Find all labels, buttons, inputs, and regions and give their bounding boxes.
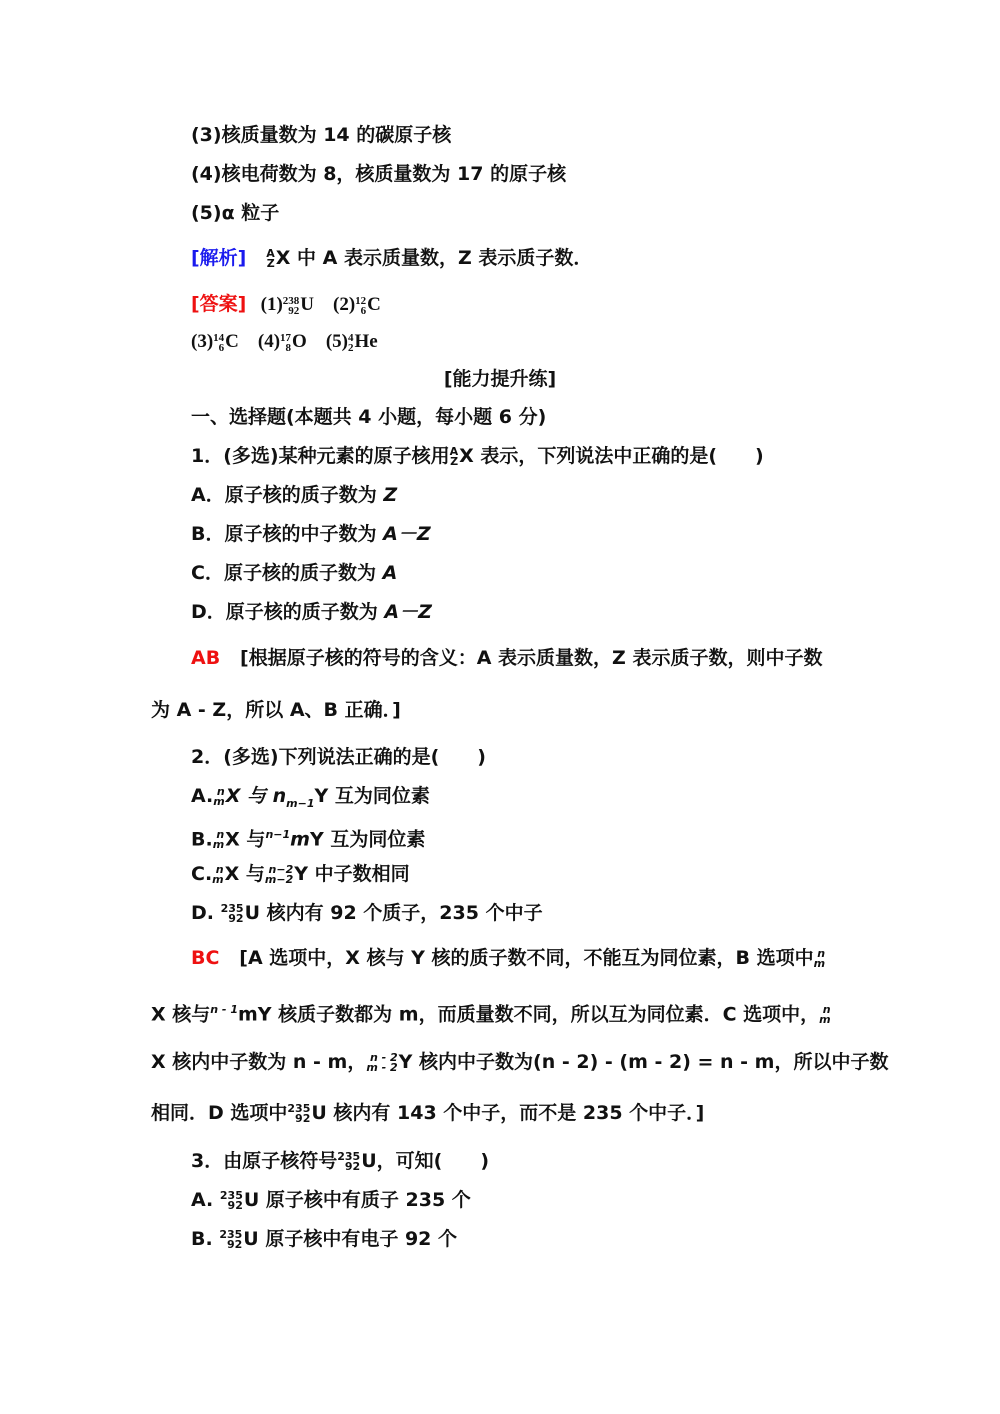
q1-option-a: A．原子核的质子数为 Z [191,484,398,506]
prev-item-3: (3)核质量数为 14 的碳原子核 [191,124,452,146]
answer-line-1: [答案] (1) 238 92 U (2) 12 6 C [191,293,381,317]
nuclide-symbol: A Z [266,246,275,270]
q2-answer: BC [191,947,220,969]
q2-explanation-2: X 核与$^{n - 1}$mY 核质子数都为 m，而质量数不同，所以互为同位素．C 选项中， n m [151,1002,831,1026]
q3-option-a: A. 235 92 U 原子核中有质子 235 个 [191,1188,471,1212]
analysis-text: X 中 A 表示质量数，Z 表示质子数． [275,247,593,269]
q1-option-d: D．原子核的质子数为 A－Z [191,601,432,623]
q2-option-a: A. n m X 与 $n_{m-1}Y$ 互为同位素 [191,784,430,810]
q2-option-d: D. 235 92 U 核内有 92 个质子，235 个中子 [191,901,543,925]
q2-stem: 2．(多选)下列说法正确的是( ) [191,746,486,768]
section-heading: 一、选择题(本题共 4 小题，每小题 6 分) [191,406,547,428]
q2-option-b: B. n m X 与$^{n-1}$mY 互为同位素 [191,827,426,851]
q1-answer: AB [191,647,221,669]
q2-explanation-4: 相同．D 选项中 235 92 U 核内有 143 个中子，而不是 235 个中子．] [151,1101,705,1125]
analysis-tag: [解析] [191,247,247,269]
q2-option-c: C. n m X 与 n−2 m−2 Y 中子数相同 [191,862,410,886]
q1-option-b: B．原子核的中子数为 A－Z [191,523,431,545]
q2-explanation-1: BC [A 选项中，X 核与 Y 核的质子数不同，不能互为同位素，B 选项中 n m [191,946,826,970]
section-title: [能力提升练] [443,368,557,390]
q2-explanation-3: X 核内中子数为 n - m， n - 2 m - 2 Y 核内中子数为(n - 2) - (m - 2) = n - m，所以中子数 [151,1050,889,1074]
q1-option-c: C．原子核的质子数为 A [191,562,398,584]
q3-stem: 3．由原子核符号 235 92 U，可知( ) [191,1149,489,1173]
q1-explanation-1: AB [根据原子核的符号的含义：A 表示质量数，Z 表示质子数，则中子数 [191,647,823,669]
answer-line-2: (3) 14 6 C (4) 17 8 O (5) 4 2 He [191,331,378,354]
q3-option-b: B. 235 92 U 原子核中有电子 92 个 [191,1227,458,1251]
prev-item-5: (5)α 粒子 [191,202,280,224]
q1-stem: 1．(多选)某种元素的原子核用 A Z X 表示，下列说法中正确的是( ) [191,444,764,468]
analysis-line [191,246,592,270]
prev-item-4: (4)核电荷数为 8，核质量数为 17 的原子核 [191,163,567,185]
q1-explanation-2: 为 A - Z，所以 A、B 正确．] [151,699,401,721]
answer-tag: [答案] [191,293,247,315]
